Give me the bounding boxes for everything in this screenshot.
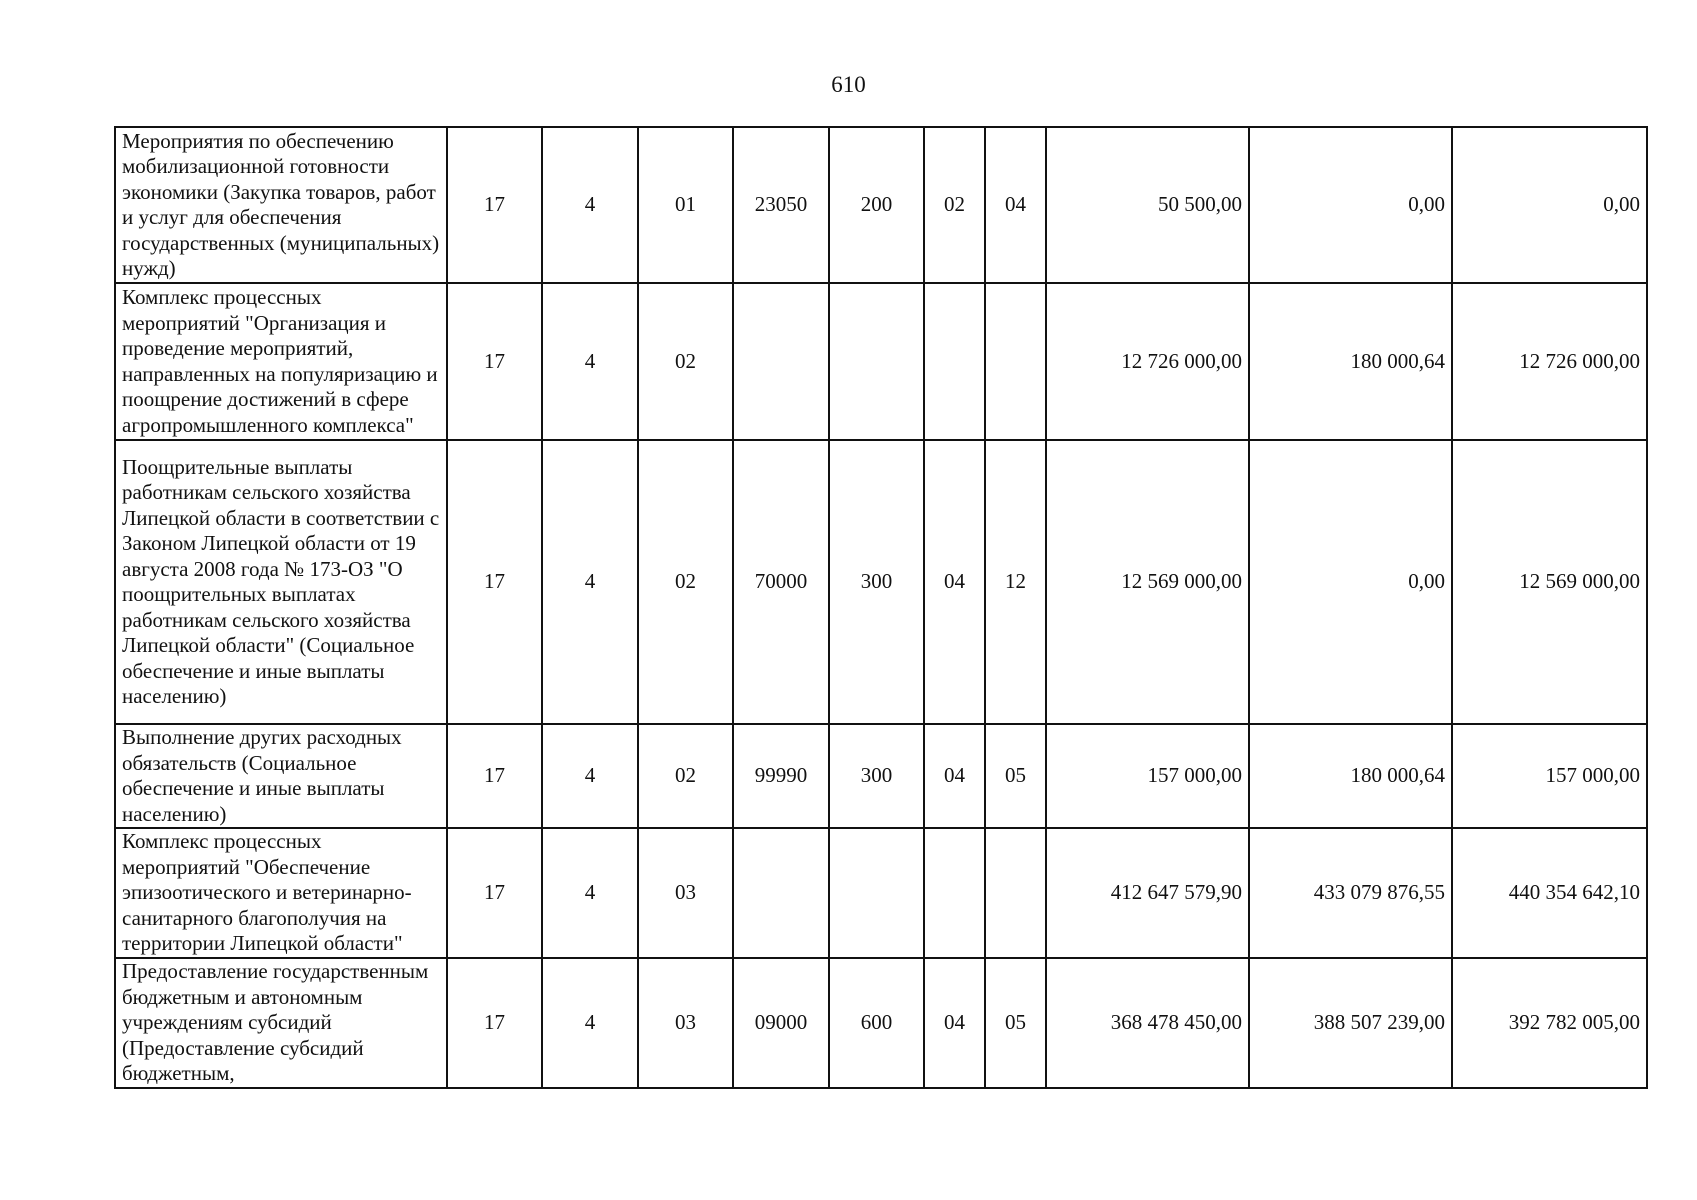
program-code: 17	[447, 828, 542, 958]
amount-year-3: 440 354 642,10	[1452, 828, 1647, 958]
subprogram-code: 4	[542, 828, 638, 958]
direction-code: 23050	[733, 127, 829, 283]
subsection-code: 12	[985, 440, 1046, 724]
direction-code: 70000	[733, 440, 829, 724]
direction-code: 09000	[733, 958, 829, 1088]
structural-element-code: 02	[638, 724, 733, 828]
structural-element-code: 03	[638, 958, 733, 1088]
amount-year-3: 12 569 000,00	[1452, 440, 1647, 724]
amount-year-2: 180 000,64	[1249, 724, 1452, 828]
row-name: Предоставление государственным бюджетным и автономным учреждениям субсидий (Предоставление субсидий бюджетным,	[115, 958, 447, 1088]
row-name: Мероприятия по обеспечению мобилизационной готовности экономики (Закупка товаров, работ и услуг для обеспечения государственных (муниципальных) нужд)	[115, 127, 447, 283]
section-code	[924, 828, 985, 958]
table-row	[115, 283, 1647, 440]
expense-type-code: 200	[829, 127, 924, 283]
amount-year-1: 50 500,00	[1046, 127, 1249, 283]
amount-year-2: 0,00	[1249, 440, 1452, 724]
expense-type-code	[829, 283, 924, 440]
program-code: 17	[447, 127, 542, 283]
amount-year-3: 157 000,00	[1452, 724, 1647, 828]
program-code: 17	[447, 724, 542, 828]
subsection-code	[985, 828, 1046, 958]
program-code: 17	[447, 958, 542, 1088]
subsection-code: 05	[985, 958, 1046, 1088]
amount-year-2: 433 079 876,55	[1249, 828, 1452, 958]
amount-year-1: 157 000,00	[1046, 724, 1249, 828]
amount-year-3: 12 726 000,00	[1452, 283, 1647, 440]
amount-year-2: 388 507 239,00	[1249, 958, 1452, 1088]
section-code: 04	[924, 724, 985, 828]
row-name: Выполнение других расходных обязательств (Социальное обеспечение и иные выплаты населению)	[115, 724, 447, 828]
subprogram-code: 4	[542, 440, 638, 724]
table-row	[115, 828, 1647, 958]
table-row	[115, 440, 1647, 724]
table-row	[115, 958, 1647, 1088]
page-number: 610	[831, 72, 866, 97]
direction-code	[733, 828, 829, 958]
subprogram-code: 4	[542, 283, 638, 440]
structural-element-code: 02	[638, 283, 733, 440]
program-code: 17	[447, 283, 542, 440]
section-code: 04	[924, 440, 985, 724]
direction-code	[733, 283, 829, 440]
amount-year-1: 12 569 000,00	[1046, 440, 1249, 724]
expense-type-code: 600	[829, 958, 924, 1088]
expense-type-code	[829, 828, 924, 958]
amount-year-2: 180 000,64	[1249, 283, 1452, 440]
amount-year-1: 12 726 000,00	[1046, 283, 1249, 440]
table-row	[115, 127, 1647, 283]
amount-year-1: 412 647 579,90	[1046, 828, 1249, 958]
expense-type-code: 300	[829, 440, 924, 724]
subsection-code: 04	[985, 127, 1046, 283]
subprogram-code: 4	[542, 724, 638, 828]
structural-element-code: 02	[638, 440, 733, 724]
structural-element-code: 01	[638, 127, 733, 283]
expense-type-code: 300	[829, 724, 924, 828]
table-row	[115, 724, 1647, 828]
section-code	[924, 283, 985, 440]
program-code: 17	[447, 440, 542, 724]
direction-code: 99990	[733, 724, 829, 828]
subprogram-code: 4	[542, 127, 638, 283]
row-name: Комплекс процессных мероприятий "Обеспечение эпизоотического и ветеринарно-санитарного благополучия на территории Липецкой области"	[115, 828, 447, 958]
subprogram-code: 4	[542, 958, 638, 1088]
section-code: 02	[924, 127, 985, 283]
amount-year-1: 368 478 450,00	[1046, 958, 1249, 1088]
subsection-code	[985, 283, 1046, 440]
amount-year-3: 0,00	[1452, 127, 1647, 283]
amount-year-2: 0,00	[1249, 127, 1452, 283]
budget-table	[114, 126, 1648, 1089]
structural-element-code: 03	[638, 828, 733, 958]
amount-year-3: 392 782 005,00	[1452, 958, 1647, 1088]
row-name: Комплекс процессных мероприятий "Организация и проведение мероприятий, направленных на популяризацию и поощрение достижений в сфере агропромышленного комплекса"	[115, 283, 447, 440]
row-name: Поощрительные выплаты работникам сельского хозяйства Липецкой области в соответствии с Законом Липецкой области от 19 августа 2008 года № 173-ОЗ "О поощрительных выплатах работникам сельского хозяйства Липецкой области" (Социальное обеспечение и иные выплаты населению)	[115, 440, 447, 724]
section-code: 04	[924, 958, 985, 1088]
subsection-code: 05	[985, 724, 1046, 828]
